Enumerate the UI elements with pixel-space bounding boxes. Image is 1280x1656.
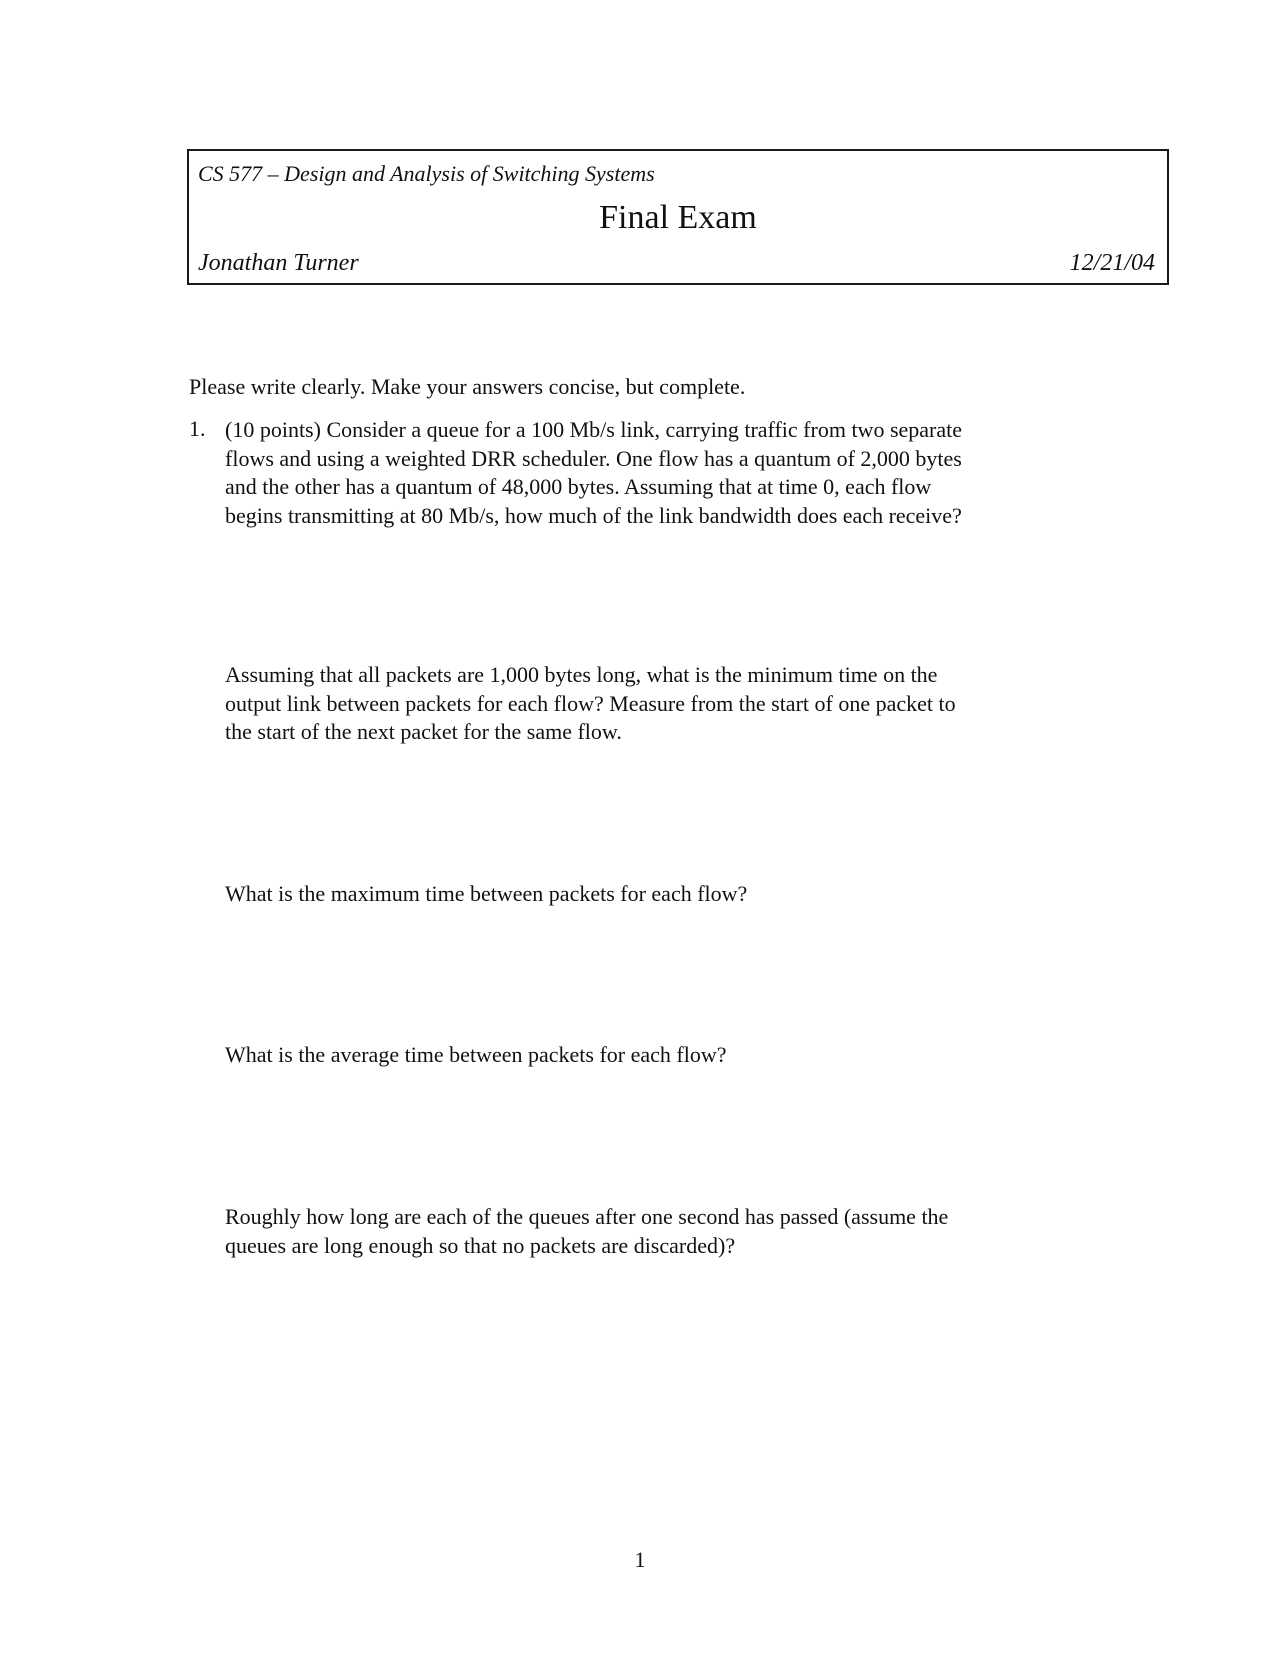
question-number: 1. xyxy=(189,416,206,441)
text-line: (10 points) Consider a queue for a 100 Mb/s link, carrying traffic from two separate xyxy=(225,417,962,442)
page-number: 1 xyxy=(634,1547,646,1572)
text-line: begins transmitting at 80 Mb/s, how much of the link bandwidth does each receive? xyxy=(225,502,962,528)
text-line: Assuming that all packets are 1,000 bytes long, what is the minimum time on the xyxy=(225,662,938,687)
text-line: and the other has a quantum of 48,000 bytes. Assuming that at time 0, each flow xyxy=(225,474,932,499)
text-line: What is the average time between packets for each flow? xyxy=(225,1042,727,1067)
question-1-part-queue-length xyxy=(225,1203,1105,1260)
text-line: queues are long enough so that no packets are discarded)? xyxy=(225,1232,736,1258)
text-line: output link between packets for each flow? Measure from the start of one packet to xyxy=(225,690,956,716)
text-line: What is the maximum time between packets for each flow? xyxy=(225,881,748,906)
question-1-intro xyxy=(225,416,1105,530)
question-1-part-avg-time xyxy=(225,1041,1105,1070)
course-title: CS 577 – Design and Analysis of Switching Systems xyxy=(198,161,655,186)
question-1-part-max-time xyxy=(225,880,1105,909)
exam-title: Final Exam xyxy=(599,199,757,236)
text-line: Roughly how long are each of the queues after one second has passed (assume the xyxy=(225,1204,949,1229)
question-1-part-min-time xyxy=(225,661,1105,747)
text-line: the start of the next packet for the same flow. xyxy=(225,719,622,744)
exam-date: 12/21/04 xyxy=(1069,250,1155,276)
exam-header-box xyxy=(187,149,1169,285)
text-line: flows and using a weighted DRR scheduler. One flow has a quantum of 2,000 bytes xyxy=(225,445,962,471)
instructions: Please write clearly. Make your answers concise, but complete. xyxy=(189,374,746,399)
author-name: Jonathan Turner xyxy=(198,250,359,276)
